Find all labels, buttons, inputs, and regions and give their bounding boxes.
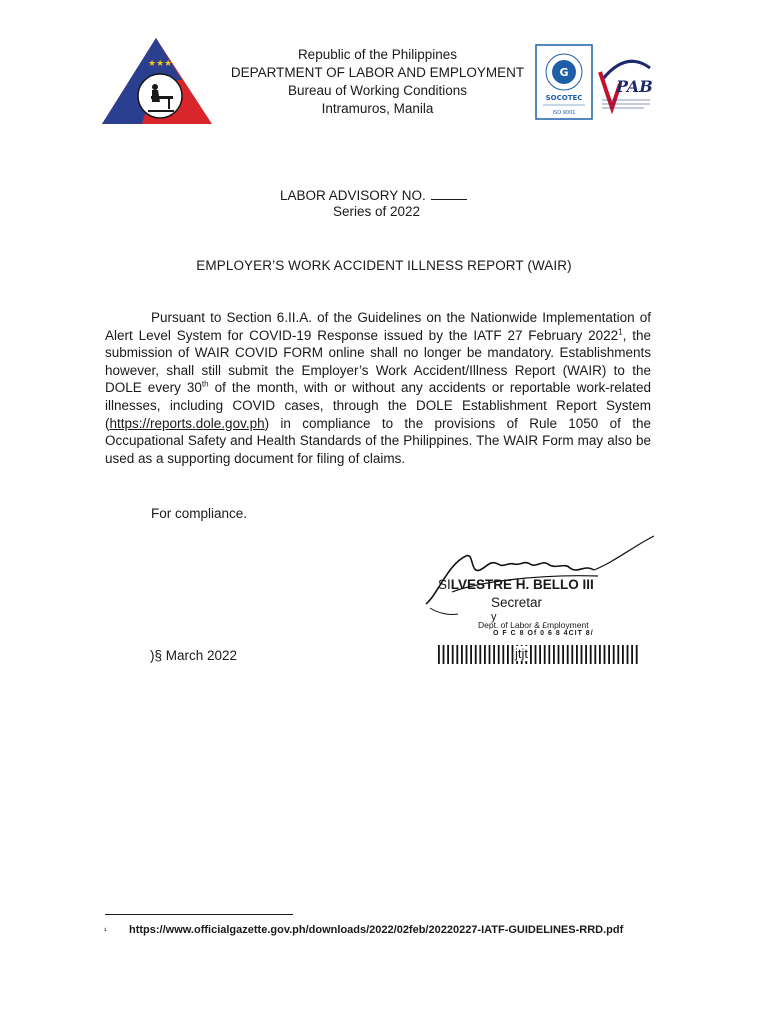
letterhead [215, 46, 540, 118]
advisory-date: )§ March 2022 [150, 648, 238, 663]
barcode-bar [636, 645, 638, 664]
advisory-number-blank [431, 187, 467, 200]
body-text-3: of the month, with or without any accidents or reportable work-related illnesses, including COVID cases, through the DOLE Establishment Report System ( [105, 380, 651, 431]
barcode-bar [535, 645, 537, 664]
body-paragraph [105, 309, 651, 467]
barcode-bar [507, 645, 509, 664]
barcode-bar [562, 645, 564, 664]
body-text-4: ) in compliance to the provisions of Rule 1050 of the Occupational Safety and Health Standards of the Philippines. The WAIR Form may also be used as a supporting document for filing of claims. [105, 415, 651, 466]
letterhead-department: DEPARTMENT OF LABOR AND EMPLOYMENT [230, 65, 525, 80]
barcode-bar [604, 645, 606, 664]
barcode-bar [539, 645, 541, 664]
barcode-bar [617, 645, 619, 664]
svg-text:★★★: ★★★ [148, 59, 173, 69]
barcode-bar [470, 645, 472, 664]
advisory-subject: EMPLOYER’S WORK ACCIDENT ILLNESS REPORT (WAIR) [196, 258, 572, 273]
footnote-url[interactable]: https://www.officialgazette.gov.ph/downloads/2022/02feb/20220227-IATF-GUIDELINES-RRD.pdf [129, 924, 624, 936]
barcode-bar [553, 645, 555, 664]
svg-text:G: G [559, 66, 569, 79]
barcode-bar [456, 645, 458, 664]
socotec-name: SOCOTEC [545, 94, 583, 102]
barcode-bar [548, 645, 550, 664]
footnote-mark: ¹ [104, 926, 107, 935]
barcode-bar [438, 645, 440, 664]
barcode-bar [484, 645, 486, 664]
socotec-logo [535, 44, 593, 120]
advisory-series: Series of 2022 [333, 204, 421, 219]
barcode-bar [443, 645, 445, 664]
letterhead-republic: Republic of the Philippines [297, 47, 458, 62]
barcode-bar [590, 645, 592, 664]
ordinal-suffix: th [201, 379, 209, 389]
body-text-2: , the submission of WAIR COVID FORM online shall no longer be mandatory. Establishments however, shall still submit the Employer’s Work Accident/Illness Report (WAIR) to the DOLE every 30 [105, 327, 651, 396]
barcode-bar [558, 645, 560, 664]
barcode-bar [622, 645, 624, 664]
barcode-bar [613, 645, 615, 664]
barcode-bar [489, 645, 491, 664]
barcode-bar [530, 645, 532, 664]
barcode-bar [493, 645, 495, 664]
barcode-bar [608, 645, 610, 664]
advisory-number-label: LABOR ADVISORY NO. [280, 188, 426, 203]
barcode-bar [498, 645, 500, 664]
barcode-bar [544, 645, 546, 664]
barcode-bar [567, 645, 569, 664]
letterhead-bureau: Bureau of Working Conditions [287, 83, 468, 98]
advisory-number [280, 187, 467, 203]
barcode-bar [475, 645, 477, 664]
barcode-bar [599, 645, 601, 664]
barcode [437, 645, 640, 664]
compliance-line: For compliance. [151, 506, 248, 521]
barcode-text: jtjt [515, 646, 528, 661]
signatory-title-suffix: y [491, 611, 497, 623]
stamp-department: Dept. of Labor & £mployment [478, 620, 589, 630]
signatory-name-rest: LVESTRE H. BELLO III [450, 577, 594, 592]
barcode-bar [627, 645, 629, 664]
barcode-bar [502, 645, 504, 664]
barcode-bar [466, 645, 468, 664]
signatory-title: Secretar [491, 595, 543, 610]
barcode-bar [571, 645, 573, 664]
barcode-bar [461, 645, 463, 664]
socotec-standard: ISO 9001 [552, 110, 576, 116]
barcode-bar [576, 645, 578, 664]
barcode-bar [631, 645, 633, 664]
letterhead-address: Intramuros, Manila [321, 101, 434, 116]
barcode-bar [594, 645, 596, 664]
stamp-code: O F C 8 Of 0 6 8 4CIT 8/ [493, 630, 594, 637]
signatory-name-prefix: SI [438, 577, 451, 592]
barcode-bar [452, 645, 454, 664]
pab-logo [596, 48, 654, 120]
footnote-ref: 1 [618, 327, 623, 337]
footnote-rule [105, 914, 293, 915]
barcode-bar [585, 645, 587, 664]
signatory-name [438, 577, 594, 592]
barcode-bar [581, 645, 583, 664]
body-text-1: Pursuant to Section 6.II.A. of the Guidelines on the Nationwide Implementation of Alert Level System for COVID-19 Response issued by the IATF 27 February 2022 [105, 310, 651, 343]
pab-name: PAB [616, 77, 653, 96]
reports-link[interactable]: https://reports.dole.gov.ph [109, 415, 265, 431]
barcode-bar [479, 645, 481, 664]
barcode-bar [447, 645, 449, 664]
dole-logo [102, 36, 214, 126]
